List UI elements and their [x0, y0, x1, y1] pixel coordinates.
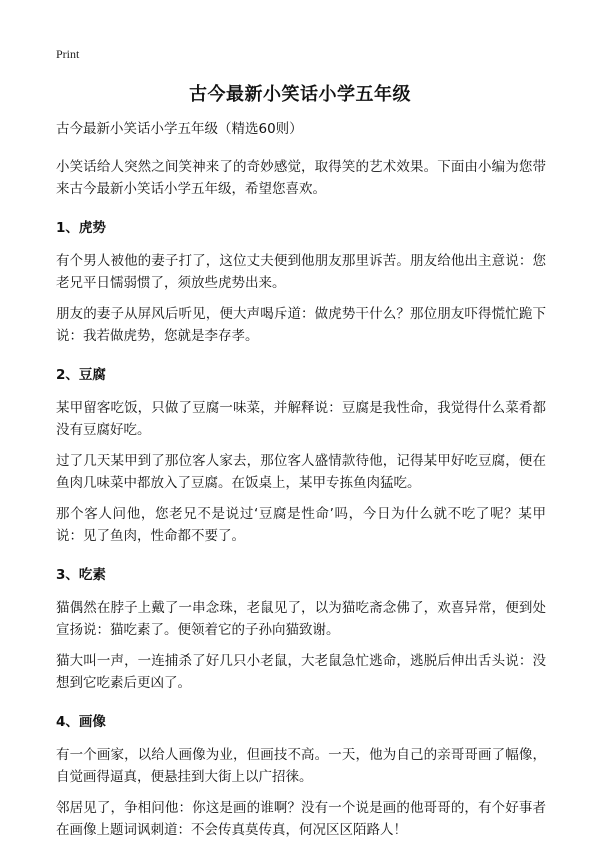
section-paragraph: 有个男人被他的妻子打了，这位丈夫便到他朋友那里诉苦。朋友给他出主意说：您老兄平日懦弱惯了，须放些虎势出来。: [56, 253, 546, 291]
section-heading: 3、吃素: [56, 567, 106, 583]
article-subtitle: 古今最新小笑话小学五年级（精选60则）: [56, 121, 303, 137]
section-paragraph: 邻居见了，争相问他：你这是画的谁啊？没有一个说是画的他哥哥的，有个好事者在画像上题词讽刺道：不会传真莫传真，何况区区陌路人！: [56, 800, 546, 838]
section-paragraph: 猫大叫一声，一连捕杀了好几只小老鼠，大老鼠急忙逃命，逃脱后伸出舌头说：没想到它吃素后更凶了。: [56, 653, 546, 691]
section-heading: 1、虎势: [56, 220, 106, 236]
section-paragraph: 过了几天某甲到了那位客人家去，那位客人盛情款待他，记得某甲好吃豆腐，便在鱼肉几味菜中都放入了豆腐。在饭桌上，某甲专拣鱼肉猛吃。: [56, 453, 546, 491]
section-heading: 4、画像: [56, 714, 106, 730]
section-paragraph: 那个客人问他，您老兄不是说过‘豆腐是性命’吗，今日为什么就不吃了呢？某甲说：见了鱼肉，性命都不要了。: [56, 506, 546, 544]
section-paragraph: 猫偶然在脖子上戴了一串念珠，老鼠见了，以为猫吃斋念佛了，欢喜异常，便到处宣扬说：猫吃素了。便领着它的子孙向猫致谢。: [56, 600, 546, 638]
section-paragraph: 朋友的妻子从屏风后听见，便大声喝斥道：做虎势干什么？那位朋友吓得慌忙跪下说：我若做虎势，您就是李存孝。: [56, 306, 546, 344]
section-heading: 2、豆腐: [56, 367, 106, 383]
section-paragraph: 某甲留客吃饭，只做了豆腐一味菜，并解释说：豆腐是我性命，我觉得什么菜肴都没有豆腐好吃。: [56, 400, 546, 438]
intro-paragraph: 小笑话给人突然之间笑神来了的奇妙感觉，取得笑的艺术效果。下面由小编为您带来古今最新小笑话小学五年级，希望您喜欢。: [56, 159, 546, 197]
page-title: 古今最新小笑话小学五年级: [189, 84, 411, 105]
article-body: [56, 118, 546, 850]
section-paragraph: 有一个画家，以给人画像为业，但画技不高。一天，他为自己的亲哥哥画了幅像，自觉画得逼真，便悬挂到大街上以广招徕。: [56, 747, 546, 785]
print-label[interactable]: Print: [56, 47, 80, 61]
